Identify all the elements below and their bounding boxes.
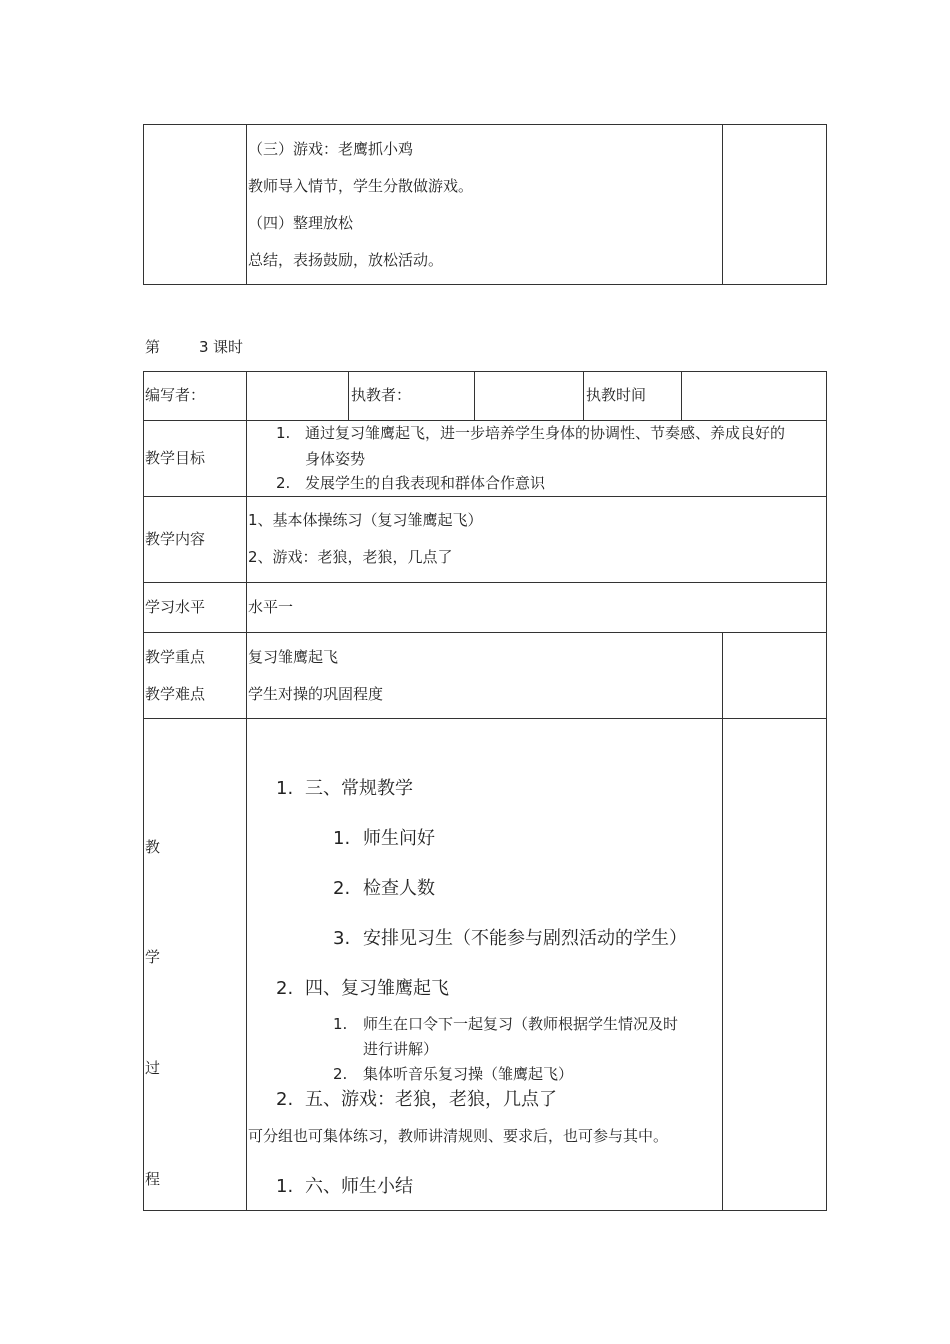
level-value: 水平一 — [248, 598, 294, 616]
goal-1-line1: 通过复习雏鹰起飞，进一步培养学生身体的协调性、节奏感、养成良好的 — [305, 424, 786, 442]
difficulty-label: 教学难点 — [145, 685, 206, 703]
process-side-char-2: 学 — [145, 948, 161, 966]
row-line-4 — [143, 632, 827, 633]
header-divider-4 — [681, 371, 682, 420]
game-eagle-desc: 教师导入情节，学生分散做游戏。 — [248, 177, 474, 195]
routine-item-2-text: 检查人数 — [363, 878, 435, 899]
label-column-divider — [246, 371, 247, 1211]
goal-1-number: 1. — [276, 424, 291, 442]
review-item-1-number: 1. — [333, 1015, 348, 1033]
header-divider-2 — [474, 371, 475, 420]
routine-item-1-number: 1. — [333, 828, 351, 849]
cooldown-title: （四）整理放松 — [248, 214, 354, 232]
lesson-prefix: 第 — [145, 338, 161, 356]
lesson-number: 3 — [199, 338, 209, 356]
content-item-2: 2、游戏：老狼，老狼，几点了 — [248, 548, 453, 566]
author-label: 编写者： — [145, 386, 206, 404]
teacher-label: 执教者： — [351, 386, 412, 404]
routine-item-2-number: 2. — [333, 878, 351, 899]
routine-item-3-text: 安排见习生（不能参与剧烈活动的学生） — [363, 928, 687, 949]
content-label: 教学内容 — [145, 530, 206, 548]
row-line-1 — [143, 420, 827, 421]
section-summary-title: 六、师生小结 — [305, 1176, 413, 1197]
game-eagle-title: （三）游戏：老鹰抓小鸡 — [248, 140, 414, 158]
section-summary-number: 1. — [276, 1176, 294, 1197]
time-label: 执教时间 — [586, 386, 647, 404]
review-item-2-line1: 集体听音乐复习操（雏鹰起飞） — [363, 1065, 574, 1083]
cooldown-desc: 总结，表扬鼓励，放松活动。 — [248, 251, 444, 269]
game-note: 可分组也可集体练习，教师讲清规则、要求后，也可参与其中。 — [248, 1127, 669, 1145]
goal-2-line1: 发展学生的自我表现和群体合作意识 — [305, 474, 546, 492]
process-side-char-3: 过 — [145, 1059, 161, 1077]
process-side-char-4: 程 — [145, 1170, 161, 1188]
key-point-value: 复习雏鹰起飞 — [248, 648, 339, 666]
level-label: 学习水平 — [145, 598, 206, 616]
goal-1-line2: 身体姿势 — [305, 450, 366, 468]
section-routine-title: 三、常规教学 — [305, 778, 413, 799]
routine-item-3-number: 3. — [333, 928, 351, 949]
section-routine-number: 1. — [276, 778, 294, 799]
header-divider-3 — [583, 371, 584, 420]
review-item-1-line2: 进行讲解） — [363, 1040, 439, 1058]
section-game-title: 五、游戏：老狼，老狼，几点了 — [305, 1089, 557, 1110]
review-item-1-line1: 师生在口令下一起复习（教师根据学生情况及时 — [363, 1015, 679, 1033]
header-divider-1 — [348, 371, 349, 420]
section-review-number: 2. — [276, 978, 294, 999]
row-line-3 — [143, 582, 827, 583]
lesson-suffix: 课时 — [213, 338, 244, 356]
row-line-5 — [143, 718, 827, 719]
section-review-title: 四、复习雏鹰起飞 — [305, 978, 449, 999]
process-side-char-1: 教 — [145, 838, 161, 856]
top-table-divider-right — [722, 124, 723, 285]
content-item-1: 1、基本体操练习（复习雏鹰起飞） — [248, 511, 483, 529]
row-line-2 — [143, 496, 827, 497]
top-table-divider-left — [246, 124, 247, 285]
routine-item-1-text: 师生问好 — [363, 828, 435, 849]
goal-2-number: 2. — [276, 474, 291, 492]
difficulty-value: 学生对操的巩固程度 — [248, 685, 384, 703]
goals-label: 教学目标 — [145, 449, 206, 467]
review-item-2-number: 2. — [333, 1065, 348, 1083]
key-point-label: 教学重点 — [145, 648, 206, 666]
section-game-number: 2. — [276, 1089, 294, 1110]
